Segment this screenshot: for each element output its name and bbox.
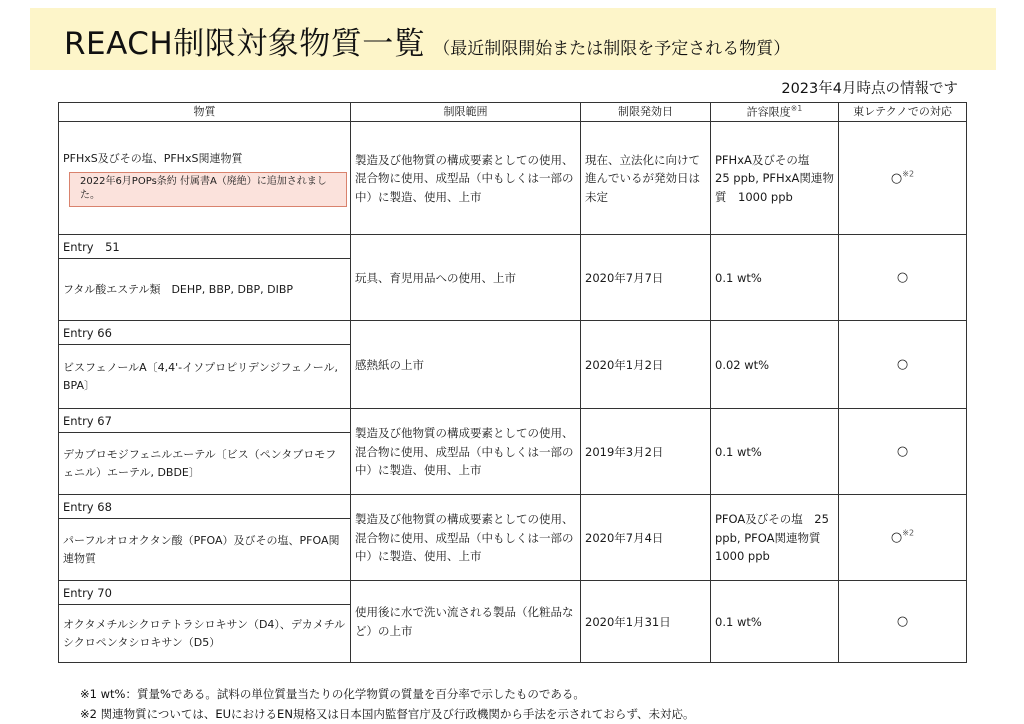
response-footnote-mark: ※2 xyxy=(902,529,915,539)
substance-cell: オクタメチルシクロテトラシロキサン（D4）、デカメチルシクロペンタシロキサン（D5） xyxy=(59,605,351,663)
response-cell: ○ xyxy=(839,409,967,495)
effective-date-cell: 2019年3月2日 xyxy=(581,409,711,495)
col-header-response: 東レテクノでの対応 xyxy=(839,103,967,122)
limit-cell: PFHxA及びその塩 25 ppb, PFHxA関連物質 1000 ppb xyxy=(711,122,839,235)
page-title: REACH制限対象物質一覧 xyxy=(64,26,426,62)
limit-footnote-mark: ※1 xyxy=(790,104,803,113)
col-header-scope: 制限範囲 xyxy=(351,103,581,122)
limit-cell: 0.1 wt% xyxy=(711,581,839,663)
table-header-row xyxy=(59,103,967,122)
response-cell: ○ xyxy=(839,235,967,321)
limit-cell: 0.1 wt% xyxy=(711,235,839,321)
footnote-2: ※2 関連物質については、EUにおけるEN規格又は日本国内監督官庁及び行政機関から手法を示されておらず、未対応。 xyxy=(80,707,695,722)
col-header-effective-date: 制限発効日 xyxy=(581,103,711,122)
table-row-entry xyxy=(59,581,967,605)
limit-cell: 0.02 wt% xyxy=(711,321,839,409)
footnotes xyxy=(80,684,695,724)
substance-name: PFHxS及びその塩、PFHxS関連物質 xyxy=(63,152,243,166)
footnote-1: ※1 wt%：質量%である。試料の単位質量当たりの化学物質の質量を百分率で示したものである。 xyxy=(80,687,585,701)
entry-label: Entry 66 xyxy=(59,321,351,345)
substance-cell: ビスフェノールA〔4,4'-イソプロピリデンジフェノール, BPA〕 xyxy=(59,345,351,409)
response-cell: ○$^{※2}$ xyxy=(839,495,967,581)
effective-date-cell: 2020年1月2日 xyxy=(581,321,711,409)
entry-label: Entry 51 xyxy=(59,235,351,259)
response-footnote-mark: ※2 xyxy=(902,169,915,179)
entry-label: Entry 68 xyxy=(59,495,351,519)
table-row-entry xyxy=(59,409,967,433)
effective-date-cell: 2020年1月31日 xyxy=(581,581,711,663)
entry-label: Entry 67 xyxy=(59,409,351,433)
substance-cell: デカブロモジフェニルエーテル〔ビス（ペンタブロモフェニル）エーテル, DBDE〕 xyxy=(59,433,351,495)
limit-cell: 0.1 wt% xyxy=(711,409,839,495)
response-cell: ○ xyxy=(839,321,967,409)
reach-restriction-table xyxy=(58,102,967,663)
pops-note-box: 2022年6月POPs条約 付属書A（廃絶）に追加されました。 xyxy=(69,172,347,207)
table-row-entry xyxy=(59,235,967,259)
effective-date-cell: 2020年7月7日 xyxy=(581,235,711,321)
substance-cell: パーフルオロオクタン酸（PFOA）及びその塩、PFOA関連物質 xyxy=(59,519,351,581)
limit-cell: PFOA及びその塩 25 ppb, PFOA関連物質 1000 ppb xyxy=(711,495,839,581)
effective-date-cell: 2020年7月4日 xyxy=(581,495,711,581)
entry-label: Entry 70 xyxy=(59,581,351,605)
scope-cell: 感熱紙の上市 xyxy=(351,321,581,409)
scope-cell: 使用後に水で洗い流される製品（化粧品など）の上市 xyxy=(351,581,581,663)
col-header-substance: 物質 xyxy=(59,103,351,122)
scope-cell: 製造及び他物質の構成要素としての使用、混合物に使用、成型品（中もしくは一部の中）に製造、使用、上市 xyxy=(351,409,581,495)
as-of-date: 2023年4月時点の情報です xyxy=(781,81,958,97)
substance-cell: フタル酸エステル類 DEHP, BBP, DBP, DIBP xyxy=(59,259,351,321)
table-row-entry xyxy=(59,321,967,345)
effective-date-cell: 現在、立法化に向けて進んでいるが発効日は未定 xyxy=(581,122,711,235)
scope-cell: 玩具、育児用品への使用、上市 xyxy=(351,235,581,321)
substance-cell xyxy=(59,122,351,235)
title-banner xyxy=(30,8,996,70)
response-cell: ○$^{※2}$ xyxy=(839,122,967,235)
page-subtitle: （最近制限開始または制限を予定される物質） xyxy=(433,39,791,59)
table-row-entry xyxy=(59,495,967,519)
table-row xyxy=(59,122,967,235)
response-cell: ○ xyxy=(839,581,967,663)
col-header-limit: 許容限度$^{※1}$ xyxy=(711,103,839,122)
scope-cell: 製造及び他物質の構成要素としての使用、混合物に使用、成型品（中もしくは一部の中）に製造、使用、上市 xyxy=(351,122,581,235)
scope-cell: 製造及び他物質の構成要素としての使用、混合物に使用、成型品（中もしくは一部の中）に製造、使用、上市 xyxy=(351,495,581,581)
